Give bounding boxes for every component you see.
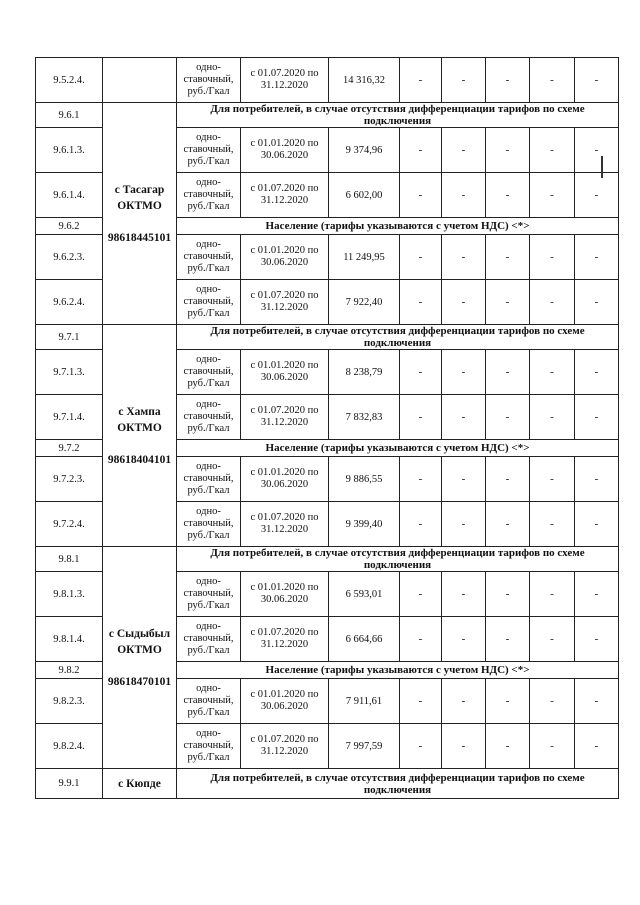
row-code: 9.6.1 <box>36 103 103 128</box>
period-cell: с 01.07.2020 по 31.12.2020 <box>241 617 329 662</box>
section-header-row <box>36 769 619 799</box>
dash-cell: - <box>400 502 442 547</box>
dash-cell: - <box>530 457 575 502</box>
dash-cell: - <box>400 395 442 440</box>
settlement-name-tasagar: с Тасагар ОКТМО 98618445101 <box>103 103 177 325</box>
dash-cell: - <box>486 58 530 103</box>
unit-cell: одно-ставочный, руб./Гкал <box>177 395 241 440</box>
section-header-row <box>36 547 619 572</box>
tariff-table <box>35 57 618 799</box>
dash-cell: - <box>486 395 530 440</box>
settlement-name-kyupde: с Кюпде <box>103 769 177 799</box>
unit-cell: одно-ставочный, руб./Гкал <box>177 572 241 617</box>
dash-cell: - <box>400 128 442 173</box>
dash-cell: - <box>486 572 530 617</box>
unit-cell: одно-ставочный, руб./Гкал <box>177 350 241 395</box>
period-cell: с 01.01.2020 по 30.06.2020 <box>241 128 329 173</box>
dash-cell: - <box>575 58 619 103</box>
tariff-value: 6 593,01 <box>329 572 400 617</box>
period-cell: с 01.07.2020 по 31.12.2020 <box>241 173 329 218</box>
row-code: 9.6.1.4. <box>36 173 103 218</box>
dash-cell: - <box>575 679 619 724</box>
section-header-text: Население (тарифы указываются с учетом НДС) <*> <box>177 440 619 457</box>
row-code: 9.8.1.3. <box>36 572 103 617</box>
section-header-row <box>36 103 619 128</box>
dash-cell: - <box>486 350 530 395</box>
tariff-value: 9 886,55 <box>329 457 400 502</box>
row-code: 9.7.1 <box>36 325 103 350</box>
unit-cell: одно-ставочный, руб./Гкал <box>177 58 241 103</box>
row-code: 9.6.2 <box>36 218 103 235</box>
section-header-text: Население (тарифы указываются с учетом НДС) <*> <box>177 218 619 235</box>
dash-cell: - <box>442 173 486 218</box>
unit-cell: одно-ставочный, руб./Гкал <box>177 679 241 724</box>
settlement-name-khampa: с Хампа ОКТМО 98618404101 <box>103 325 177 547</box>
unit-cell: одно-ставочный, руб./Гкал <box>177 457 241 502</box>
dash-cell: - <box>575 617 619 662</box>
dash-cell: - <box>400 350 442 395</box>
dash-cell: - <box>486 128 530 173</box>
period-cell: с 01.01.2020 по 30.06.2020 <box>241 457 329 502</box>
dash-cell: - <box>442 280 486 325</box>
unit-cell: одно-ставочный, руб./Гкал <box>177 280 241 325</box>
dash-cell: - <box>575 235 619 280</box>
row-code: 9.8.1.4. <box>36 617 103 662</box>
section-header-row <box>36 325 619 350</box>
section-header-text: Для потребителей, в случае отсутствия дифференциации тарифов по схеме подключения <box>177 547 619 572</box>
dash-cell: - <box>442 128 486 173</box>
settlement-cell <box>103 58 177 103</box>
row-code: 9.6.2.4. <box>36 280 103 325</box>
dash-cell: - <box>400 235 442 280</box>
tariff-value: 7 911,61 <box>329 679 400 724</box>
dash-cell: - <box>442 724 486 769</box>
dash-cell: - <box>575 572 619 617</box>
dash-cell: - <box>486 724 530 769</box>
dash-cell: - <box>575 280 619 325</box>
tariff-value: 6 602,00 <box>329 173 400 218</box>
period-cell: с 01.01.2020 по 30.06.2020 <box>241 679 329 724</box>
dash-cell: - <box>530 128 575 173</box>
dash-cell: - <box>530 679 575 724</box>
dash-cell: - <box>442 617 486 662</box>
dash-cell: - <box>575 724 619 769</box>
row-code: 9.7.2.3. <box>36 457 103 502</box>
row-code: 9.8.2 <box>36 662 103 679</box>
tariff-value: 9 374,96 <box>329 128 400 173</box>
unit-cell: одно-ставочный, руб./Гкал <box>177 173 241 218</box>
period-cell: с 01.07.2020 по 31.12.2020 <box>241 502 329 547</box>
row-code: 9.6.1.3. <box>36 128 103 173</box>
dash-cell: - <box>530 58 575 103</box>
row-code: 9.7.1.4. <box>36 395 103 440</box>
unit-cell: одно-ставочный, руб./Гкал <box>177 724 241 769</box>
dash-cell: - <box>400 58 442 103</box>
dash-cell: - <box>442 457 486 502</box>
row-code: 9.5.2.4. <box>36 58 103 103</box>
row-code: 9.8.2.3. <box>36 679 103 724</box>
section-header-text: Для потребителей, в случае отсутствия дифференциации тарифов по схеме подключения <box>177 325 619 350</box>
dash-cell: - <box>442 502 486 547</box>
unit-cell: одно-ставочный, руб./Гкал <box>177 235 241 280</box>
dash-cell: - <box>400 457 442 502</box>
dash-cell: - <box>530 395 575 440</box>
dash-cell: - <box>442 350 486 395</box>
dash-cell: - <box>400 572 442 617</box>
period-cell: с 01.01.2020 по 30.06.2020 <box>241 235 329 280</box>
row-code: 9.8.1 <box>36 547 103 572</box>
tariff-value: 14 316,32 <box>329 58 400 103</box>
tariff-value: 8 238,79 <box>329 350 400 395</box>
dash-cell: - <box>400 280 442 325</box>
period-cell: с 01.01.2020 по 30.06.2020 <box>241 572 329 617</box>
dash-cell: - <box>575 395 619 440</box>
dash-cell: - <box>400 173 442 218</box>
dash-cell: - <box>575 502 619 547</box>
dash-cell: - <box>442 395 486 440</box>
dash-cell: - <box>442 572 486 617</box>
tariff-value: 11 249,95 <box>329 235 400 280</box>
dash-cell: - <box>442 235 486 280</box>
row-code: 9.8.2.4. <box>36 724 103 769</box>
dash-cell: - <box>530 724 575 769</box>
dash-cell: - <box>400 724 442 769</box>
dash-cell: - <box>486 173 530 218</box>
tariff-value: 7 922,40 <box>329 280 400 325</box>
tariff-value: 7 832,83 <box>329 395 400 440</box>
dash-cell: - <box>530 617 575 662</box>
unit-cell: одно-ставочный, руб./Гкал <box>177 617 241 662</box>
row-code: 9.7.2.4. <box>36 502 103 547</box>
row-code: 9.9.1 <box>36 769 103 799</box>
dash-cell: - <box>400 679 442 724</box>
section-header-text: Население (тарифы указываются с учетом НДС) <*> <box>177 662 619 679</box>
dash-cell: - <box>486 235 530 280</box>
tariff-value: 7 997,59 <box>329 724 400 769</box>
dash-cell: - <box>486 679 530 724</box>
dash-cell: - <box>530 572 575 617</box>
row-code: 9.7.2 <box>36 440 103 457</box>
settlement-name-sydybyl: с Сыдыбыл ОКТМО 98618470101 <box>103 547 177 769</box>
unit-cell: одно-ставочный, руб./Гкал <box>177 502 241 547</box>
dash-cell: - <box>575 350 619 395</box>
dash-cell: - <box>486 502 530 547</box>
tariff-value: 9 399,40 <box>329 502 400 547</box>
dash-cell: - <box>575 173 619 218</box>
dash-cell: - <box>575 457 619 502</box>
section-header-text: Для потребителей, в случае отсутствия дифференциации тарифов по схеме подключения <box>177 769 619 799</box>
section-header-text: Для потребителей, в случае отсутствия дифференциации тарифов по схеме подключения <box>177 103 619 128</box>
dash-cell: - <box>400 617 442 662</box>
row-code: 9.6.2.3. <box>36 235 103 280</box>
period-cell: с 01.07.2020 по 31.12.2020 <box>241 58 329 103</box>
period-cell: с 01.07.2020 по 31.12.2020 <box>241 395 329 440</box>
period-cell: с 01.01.2020 по 30.06.2020 <box>241 350 329 395</box>
dash-cell: - <box>530 235 575 280</box>
dash-cell: - <box>575 128 619 173</box>
dash-cell: - <box>486 457 530 502</box>
dash-cell: - <box>442 679 486 724</box>
dash-cell: - <box>486 617 530 662</box>
unit-cell: одно-ставочный, руб./Гкал <box>177 128 241 173</box>
dash-cell: - <box>530 280 575 325</box>
period-cell: с 01.07.2020 по 31.12.2020 <box>241 280 329 325</box>
table-row <box>36 58 619 103</box>
dash-cell: - <box>486 280 530 325</box>
dash-cell: - <box>530 350 575 395</box>
row-code: 9.7.1.3. <box>36 350 103 395</box>
period-cell: с 01.07.2020 по 31.12.2020 <box>241 724 329 769</box>
dash-cell: - <box>442 58 486 103</box>
dash-cell: - <box>530 502 575 547</box>
dash-cell: - <box>530 173 575 218</box>
tariff-value: 6 664,66 <box>329 617 400 662</box>
scan-edge-mark <box>601 156 609 178</box>
